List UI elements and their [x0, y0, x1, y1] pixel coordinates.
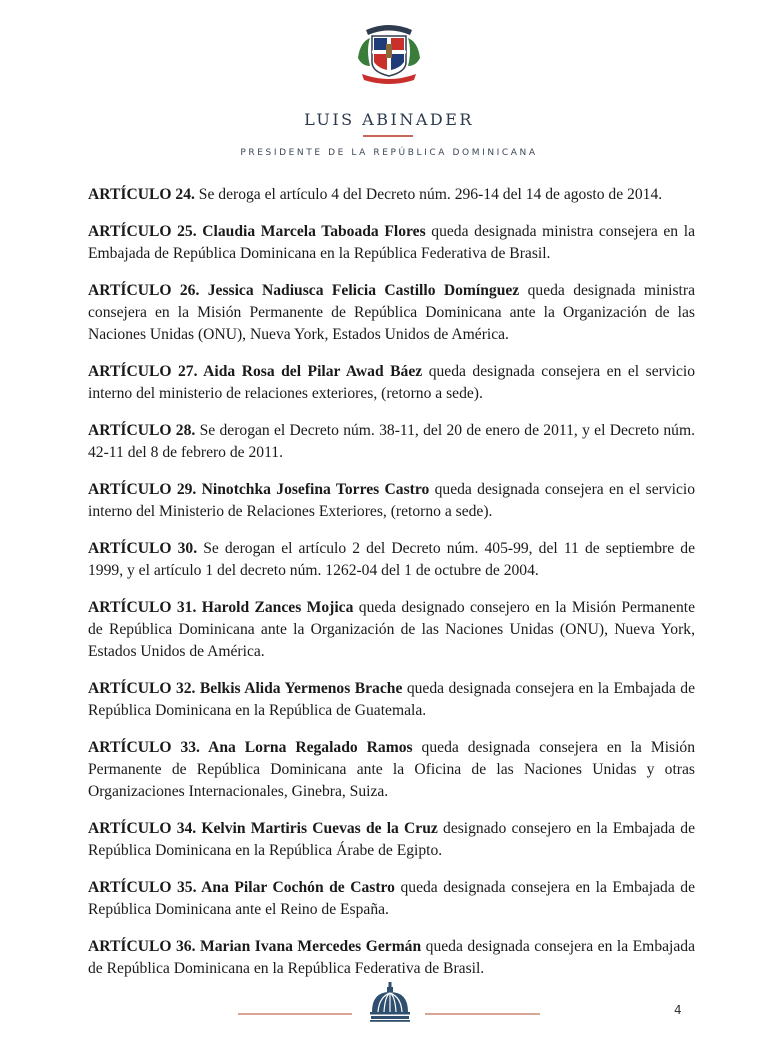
article-label: ARTÍCULO 30.	[88, 540, 198, 557]
article-person: Ana Pilar Cochón de Castro	[196, 879, 395, 896]
article-label: ARTÍCULO 31.	[88, 599, 197, 616]
article-person: Harold Zances Mojica	[196, 599, 354, 616]
article-text: queda designada consejera en la Misión Permanente de República Dominicana ante la Oficina de las Naciones Unidas y otras Organizaciones Internacionales, Ginebra, Suiza.	[88, 739, 696, 800]
article-text: Se derogan el artículo 2 del Decreto núm. 405-99, del 11 de septiembre de 1999, y el artículo 1 del decreto núm. 1262-04 del 1 de octubre de 2004.	[88, 540, 695, 579]
article-person: Jessica Nadiusca Felicia Castillo Domínguez	[199, 282, 520, 299]
article-28	[88, 420, 695, 464]
article-person: Kelvin Martiris Cuevas de la Cruz	[196, 820, 438, 837]
article-30	[88, 538, 695, 582]
article-34	[88, 818, 695, 862]
article-label: ARTÍCULO 29.	[88, 481, 197, 498]
article-25	[88, 221, 695, 265]
coat-of-arms-icon	[352, 18, 426, 88]
article-text: designado consejero en la Embajada de República Dominicana en la República Árabe de Egipto.	[88, 820, 695, 859]
palace-dome-icon	[368, 982, 412, 1024]
article-text: queda designada consejera en la Embajada de República Dominicana en la República Federativa de Brasil.	[88, 938, 696, 977]
article-text: queda designada ministra consejera en la Misión Permanente de República Dominicana ante la Organización de las Naciones Unidas (ONU), Nueva York, Estados Unidos de América.	[88, 282, 696, 343]
article-label: ARTÍCULO 32.	[88, 680, 196, 697]
article-text: Se derogan el Decreto núm. 38-11, del 20 de enero de 2011, y el Decreto núm. 42-11 del 8 de febrero de 2011.	[88, 422, 695, 461]
article-text: queda designada ministra consejera en la Embajada de República Dominicana en la República Federativa de Brasil.	[88, 223, 695, 262]
article-text: Se deroga el artículo 4 del Decreto núm. 296-14 del 14 de agosto de 2014.	[194, 186, 663, 203]
article-text: queda designada consejera en el servicio interno del Ministerio de Relaciones Exteriores, (retorno a sede).	[88, 481, 695, 520]
article-label: ARTÍCULO 36.	[88, 938, 196, 955]
article-label: ARTÍCULO 33.	[88, 739, 200, 756]
article-person: Belkis Alida Yermenos Brache	[195, 680, 403, 697]
article-text: queda designada consejera en la Embajada de República Dominicana en la República de Guatemala.	[88, 680, 695, 719]
article-33	[88, 737, 695, 803]
decree-body	[88, 184, 695, 995]
article-text: queda designado consejero en la Misión Permanente de República Dominicana ante la Organización de las Naciones Unidas (ONU), Nueva York, Estados Unidos de América.	[88, 599, 695, 660]
article-31	[88, 597, 695, 663]
article-26	[88, 280, 695, 346]
article-29	[88, 479, 695, 523]
letterhead	[0, 0, 778, 170]
page-footer	[0, 982, 778, 1040]
article-label: ARTÍCULO 35.	[88, 879, 197, 896]
article-person: Marian Ivana Mercedes Germán	[195, 938, 422, 955]
article-36	[88, 936, 695, 980]
article-32	[88, 678, 695, 722]
article-label: ARTÍCULO 25.	[88, 223, 197, 240]
president-name: LUIS ABINADER	[304, 110, 474, 129]
article-24	[88, 184, 695, 206]
footer-rule-left	[238, 1013, 352, 1015]
article-person: Ninotchka Josefina Torres Castro	[196, 481, 430, 498]
article-label: ARTÍCULO 26.	[88, 282, 200, 299]
article-label: ARTÍCULO 27.	[88, 363, 198, 380]
article-label: ARTÍCULO 34.	[88, 820, 197, 837]
page-number: 4	[674, 1003, 682, 1017]
footer-rule-right	[425, 1013, 540, 1015]
name-divider	[363, 135, 413, 137]
article-text: queda designada consejera en el servicio interno del ministerio de relaciones exteriores, (retorno a sede).	[88, 363, 695, 402]
article-person: Aida Rosa del Pilar Awad Báez	[197, 363, 423, 380]
article-label: ARTÍCULO 24.	[88, 186, 195, 203]
article-label: ARTÍCULO 28.	[88, 422, 196, 439]
article-35	[88, 877, 695, 921]
article-text: queda designada consejera en la Embajada de República Dominicana ante el Reino de España.	[88, 879, 695, 918]
article-person: Claudia Marcela Taboada Flores	[196, 223, 426, 240]
article-27	[88, 361, 695, 405]
president-title: PRESIDENTE DE LA REPÚBLICA DOMINICANA	[240, 148, 538, 158]
article-person: Ana Lorna Regalado Ramos	[199, 739, 413, 756]
